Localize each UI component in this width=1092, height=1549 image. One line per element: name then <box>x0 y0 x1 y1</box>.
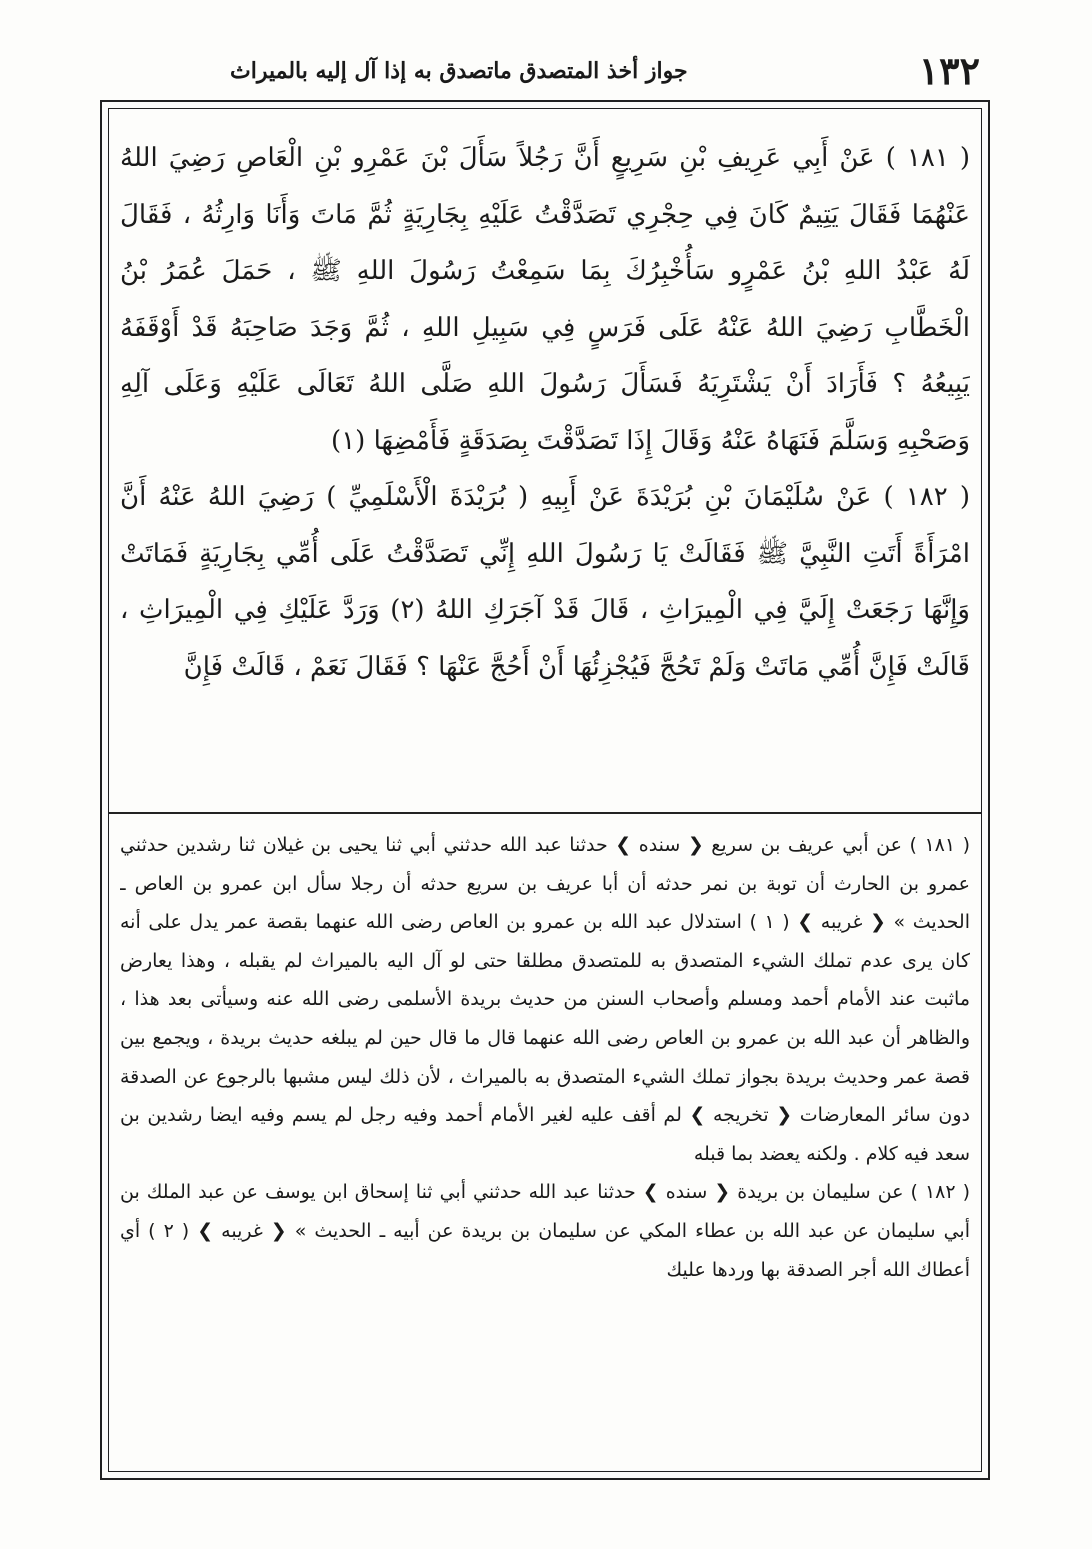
running-title: جواز أخذ المتصدق ماتصدق به إذا آل إليه بالميراث <box>230 58 688 84</box>
commentary <box>120 826 970 1466</box>
page-header <box>100 48 990 104</box>
main-text <box>120 130 970 810</box>
note-181: ( ١٨١ ) عن أبي عريف بن سريع ❮ سنده ❯ حدثنا عبد الله حدثني أبي ثنا يحيى بن غيلان ثنا رشدين حدثني عمرو بن الحارث أن توبة بن نمر حدثه أن أبا عريف بن سريع حدثه أن رجلا سأل ابن عمرو بن العاص ـ الحديث » ❮ غريبه ❯ ( ١ ) استدلال عبد الله بن عمرو بن العاص رضى الله عنهما بقصة عمر يدل على أنه كان يرى عدم تملك الشيء المتصدق به للمتصدق مطلقا حتى لو آل اليه بالميراث لم يقبله ، وهذا يعارض ماثبت عند الأمام أحمد ومسلم وأصحاب السنن من حديث بريدة الأسلمى رضى الله عنه وسيأتى بعد هذا ، والظاهر أن عبد الله بن عمرو بن العاص رضى الله عنهما قال ما قال حين لم يبلغه حديث بريدة ، ويجمع بين قصة عمر وحديث بريدة بجواز تملك الشيء المتصدق به بالميراث ، لأن ذلك ليس مشبها بالرجوع عن الصدقة دون سائر المعارضات ❮ تخريجه ❯ لم أقف عليه لغير الأمام أحمد وفيه رجل لم يسم وفيه ايضا رشدين بن سعد فيه كلام . ولكنه يعضد بما قبله <box>120 834 970 1165</box>
hadith-181: ( ١٨١ ) عَنْ أَبِي عَرِيفِ بْنِ سَرِيعٍ أَنَّ رَجُلاً سَأَلَ بْنَ عَمْرِو بْنِ الْعَاصِ رَضِيَ اللهُ عَنْهُمَا فَقَالَ يَتِيمٌ كَانَ فِي حِجْرِي تَصَدَّقْتُ عَلَيْهِ بِجَارِيَةٍ ثُمَّ مَاتَ وَأَنَا وَارِثُهُ ، فَقَالَ لَهُ عَبْدُ اللهِ بْنُ عَمْرٍو سَأُخْبِرُكَ بِمَا سَمِعْتُ رَسُولَ اللهِ ﷺ ، حَمَلَ عُمَرُ بْنُ الْخَطَّابِ رَضِيَ اللهُ عَنْهُ عَلَى فَرَسٍ فِي سَبِيلِ اللهِ ، ثُمَّ وَجَدَ صَاحِبَهُ قَدْ أَوْقَفَهُ يَبِيعُهُ ؟ فَأَرَادَ أَنْ يَشْتَرِيَهُ فَسَأَلَ رَسُولَ اللهِ صَلَّى اللهُ تَعَالَى عَلَيْهِ وَعَلَى آلِهِ وَصَحْبِهِ وَسَلَّمَ فَنَهَاهُ عَنْهُ وَقَالَ إِذَا تَصَدَّقْتَ بِصَدَقَةٍ فَأَمْضِهَا (١) <box>120 143 970 456</box>
hadith-182: ( ١٨٢ ) عَنْ سُلَيْمَانَ بْنِ بُرَيْدَةَ عَنْ أَبِيهِ ( بُرَيْدَةَ الْأَسْلَمِيِّ ) رَضِيَ اللهُ عَنْهُ أَنَّ امْرَأَةً أَتَتِ النَّبِيَّ ﷺ فَقَالَتْ يَا رَسُولَ اللهِ إِنِّي تَصَدَّقْتُ عَلَى أُمِّي بِجَارِيَةٍ فَمَاتَتْ وَإِنَّهَا رَجَعَتْ إِلَيَّ فِي الْمِيرَاثِ ، قَالَ قَدْ آجَرَكِ اللهُ (٢) وَرَدَّ عَلَيْكِ فِي الْمِيرَاثِ ، قَالَتْ فَإِنَّ أُمِّي مَاتَتْ وَلَمْ تَحُجَّ فَيُجْزِئُهَا أَنْ أَحُجَّ عَنْهَا ؟ فَقَالَ نَعَمْ ، قَالَتْ فَإِنَّ <box>120 482 970 682</box>
footnote-separator <box>108 812 982 814</box>
note-182: ( ١٨٢ ) عن سليمان بن بريدة ❮ سنده ❯ حدثنا عبد الله حدثني أبي ثنا إسحاق ابن يوسف عن عبد الملك بن أبي سليمان عن عبد الله بن عطاء المكي عن سليمان بن بريدة عن أبيه ـ الحديث » ❮ غريبه ❯ ( ٢ ) أي أعطاك الله أجر الصدقة بها وردها عليك <box>120 1181 970 1281</box>
page-number: ١٣٢ <box>918 48 980 93</box>
